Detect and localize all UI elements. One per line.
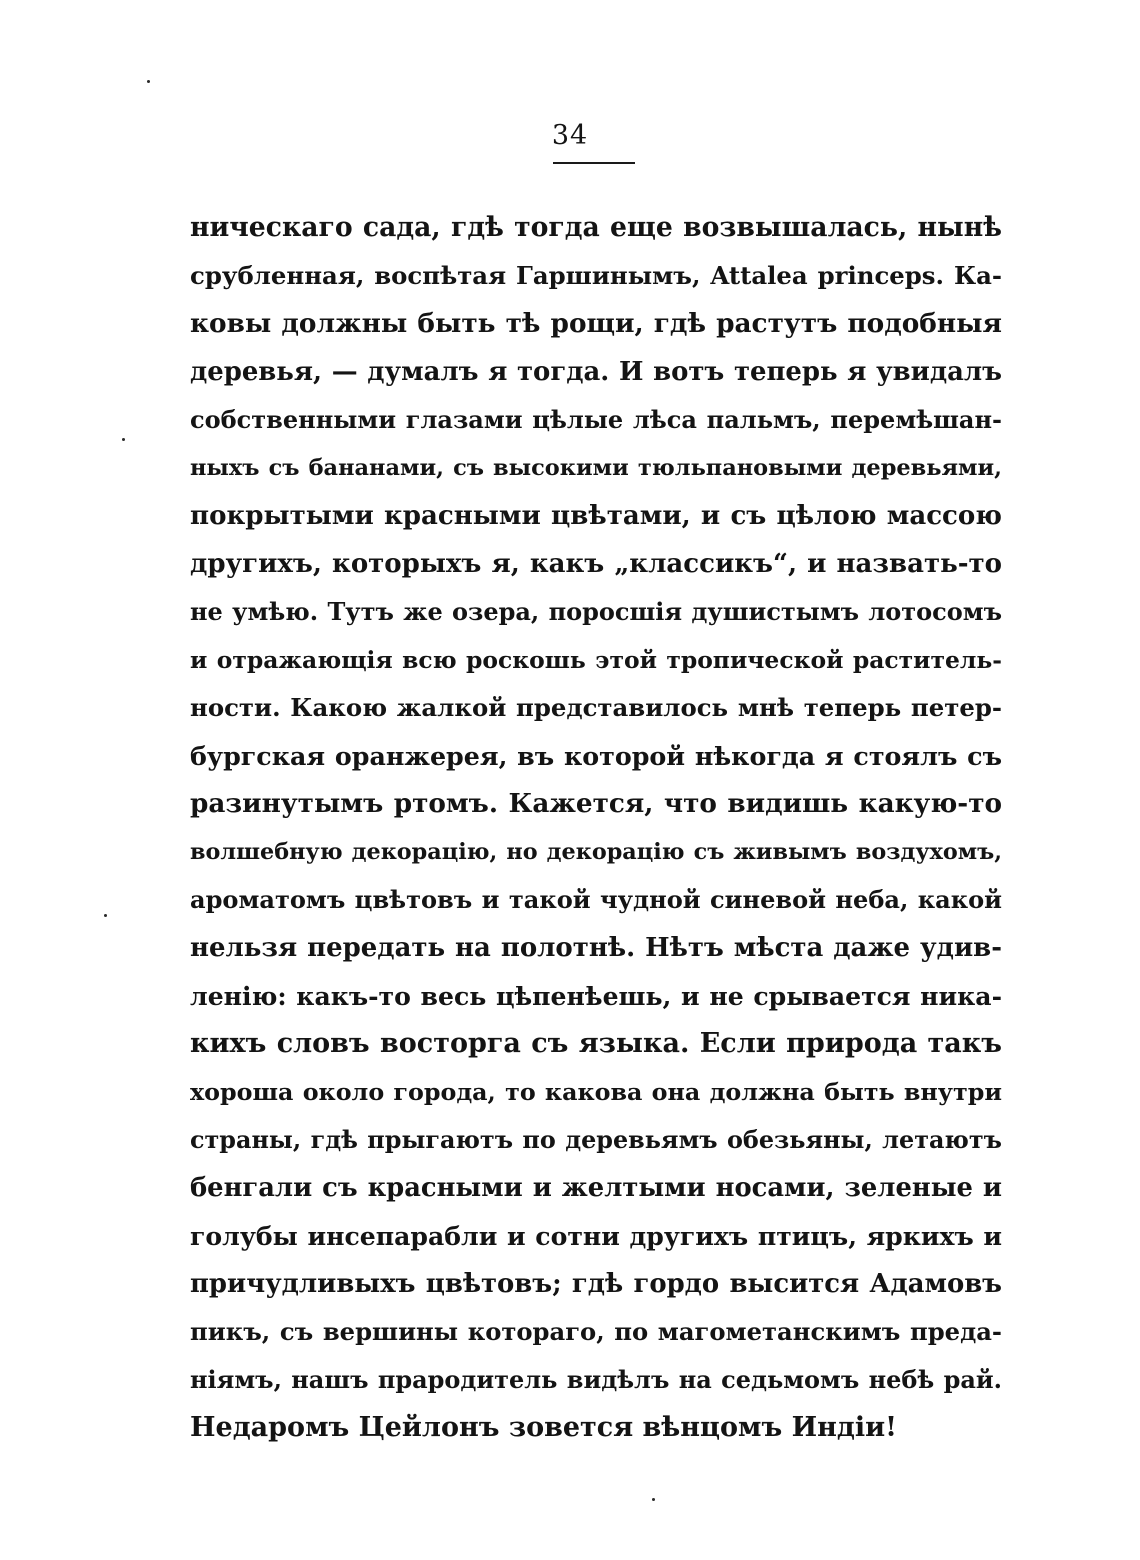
text-line: причудливыхъ цвѣтовъ; гдѣ гордо высится Адамовъ bbox=[190, 1269, 1002, 1299]
text-line: хороша около города, то какова она должна быть внутри bbox=[190, 1078, 1002, 1106]
text-line: страны, гдѣ прыгаютъ по деревьямъ обезьяны, летаютъ bbox=[190, 1126, 1002, 1154]
text-line: кихъ словъ восторга съ языка. Если природа такъ bbox=[190, 1028, 1002, 1059]
text-line: покрытыми красными цвѣтами, и съ цѣлою массою bbox=[190, 501, 1002, 531]
text-line: ническаго сада, гдѣ тогда еще возвышалась, нынѣ bbox=[190, 212, 1002, 243]
text-line: деревья, — думалъ я тогда. И вотъ теперь я увидалъ bbox=[190, 357, 1002, 387]
scan-speck bbox=[104, 914, 107, 917]
text-line: срубленная, воспѣтая Гаршинымъ, Attalea princeps. Ка- bbox=[190, 261, 1002, 290]
text-line: и отражающія всю роскошь этой тропической раститель- bbox=[190, 646, 1002, 674]
scan-speck bbox=[122, 438, 125, 441]
text-line: ніямъ, нашъ прародитель видѣлъ на седьмомъ небѣ рай. bbox=[190, 1365, 1002, 1394]
text-line: разинутымъ ртомъ. Кажется, что видишь какую-то bbox=[190, 788, 1002, 819]
text-line: ковы должны быть тѣ рощи, гдѣ растутъ подобныя bbox=[190, 308, 1002, 339]
text-line: нельзя передать на полотнѣ. Нѣтъ мѣста даже удив- bbox=[190, 933, 1002, 963]
text-line: не умѣю. Тутъ же озера, поросшія душистымъ лотосомъ bbox=[190, 597, 1002, 626]
page-number: 34 bbox=[551, 120, 589, 151]
text-line: бургская оранжерея, въ которой нѣкогда я стоялъ съ bbox=[190, 741, 1002, 771]
text-line: ности. Какою жалкой представилось мнѣ теперь петер- bbox=[190, 693, 1002, 722]
text-line: пикъ, съ вершины котораго, по магометанскимъ преда- bbox=[190, 1317, 1002, 1346]
text-line: собственными глазами цѣлые лѣса пальмъ, перемѣшан- bbox=[190, 405, 1002, 434]
text-line: волшебную декорацію, но декорацію съ живымъ воздухомъ, bbox=[190, 839, 1002, 865]
body-text bbox=[190, 204, 1002, 1452]
text-line: бенгали съ красными и желтыми носами, зеленые и bbox=[190, 1173, 1002, 1203]
text-line: голубы инсепарабли и сотни другихъ птицъ, яркихъ и bbox=[190, 1221, 1002, 1251]
text-line: ленію: какъ-то весь цѣпенѣешь, и не срывается ника- bbox=[190, 981, 1002, 1011]
text-line: ароматомъ цвѣтовъ и такой чудной синевой неба, какой bbox=[190, 885, 1002, 914]
scan-speck bbox=[147, 80, 150, 83]
page-number-rule bbox=[553, 162, 635, 164]
scan-speck bbox=[652, 1498, 655, 1501]
text-line: другихъ, которыхъ я, какъ „классикъ“, и назвать-то bbox=[190, 549, 1002, 579]
text-line: ныхъ съ бананами, съ высокими тюльпановыми деревьями, bbox=[190, 455, 1002, 481]
text-line: Недаромъ Цейлонъ зовется вѣнцомъ Индіи! bbox=[190, 1412, 897, 1443]
